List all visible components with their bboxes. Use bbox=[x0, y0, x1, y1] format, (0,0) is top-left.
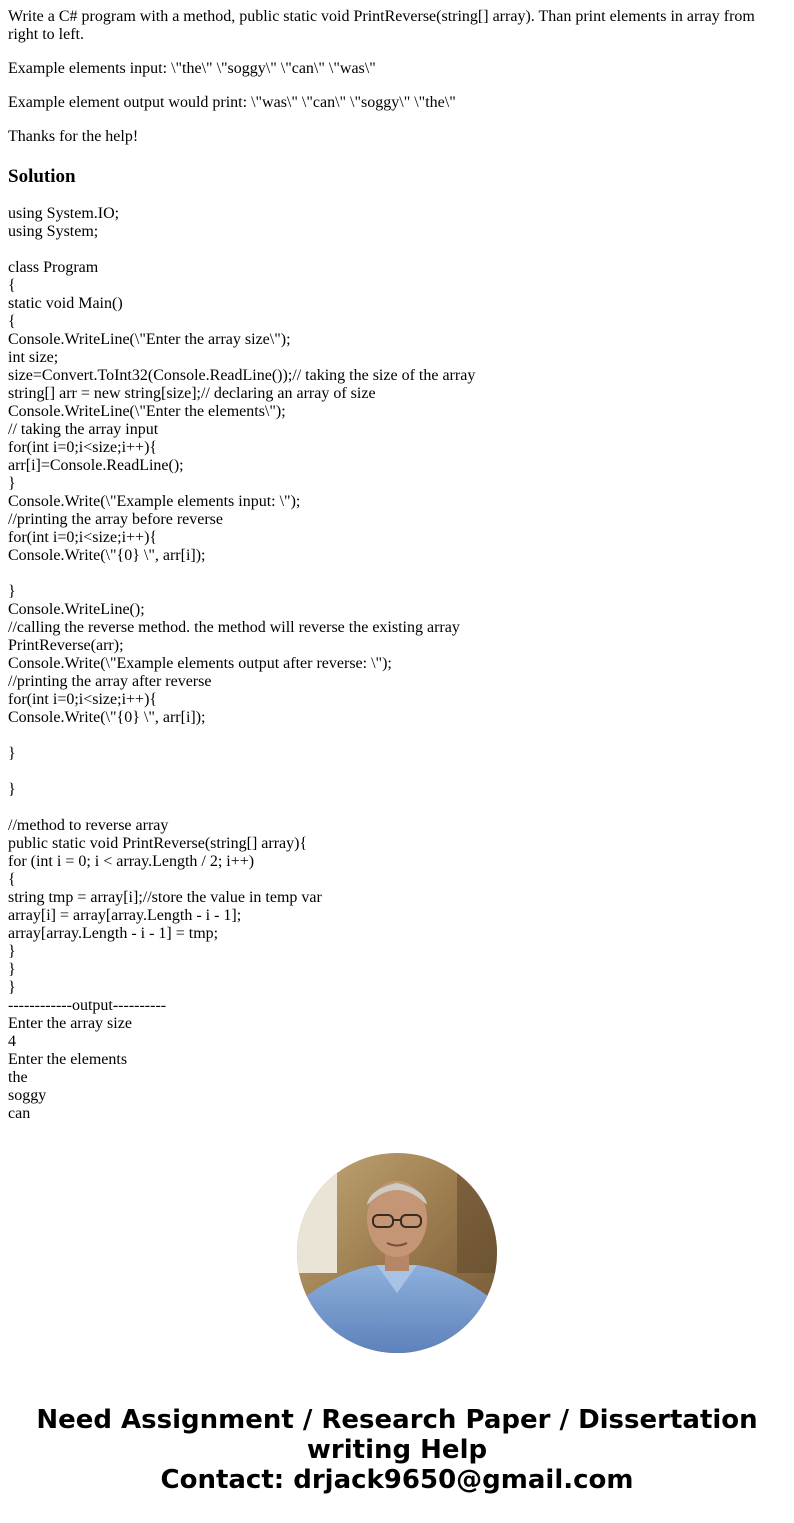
code-line: the bbox=[8, 1069, 28, 1086]
code-line: using System; bbox=[8, 223, 99, 240]
code-line: for (int i = 0; i < array.Length / 2; i++) bbox=[8, 853, 255, 870]
code-line: int size; bbox=[8, 349, 59, 366]
example-output-text: Example element output would print: \"was\" \"can\" \"soggy\" \"the\" bbox=[8, 94, 456, 111]
author-photo bbox=[297, 1153, 497, 1353]
code-line: //calling the reverse method. the method will reverse the existing array bbox=[8, 619, 460, 636]
code-line bbox=[8, 565, 786, 583]
thanks-text: Thanks for the help! bbox=[8, 128, 139, 145]
code-line: Enter the array size bbox=[8, 1015, 132, 1032]
solution-heading: Solution bbox=[8, 166, 76, 187]
code-line: } bbox=[8, 961, 16, 978]
code-line bbox=[8, 241, 786, 259]
code-line bbox=[8, 799, 786, 817]
code-line: //method to reverse array bbox=[8, 817, 169, 834]
code-line: public static void PrintReverse(string[] array){ bbox=[8, 835, 308, 852]
code-line: string[] arr = new string[size];// declaring an array of size bbox=[8, 385, 376, 402]
promo-text bbox=[0, 1405, 794, 1495]
code-line: } bbox=[8, 475, 16, 492]
code-line: { bbox=[8, 313, 16, 330]
code-line: } bbox=[8, 979, 16, 996]
author-photo-illustration bbox=[297, 1153, 497, 1353]
code-line: Console.WriteLine(); bbox=[8, 601, 145, 618]
promo-line-1: Need Assignment / Research Paper / Dissertation bbox=[36, 1405, 758, 1435]
code-line: // taking the array input bbox=[8, 421, 159, 438]
code-line: } bbox=[8, 745, 16, 762]
code-line: //printing the array after reverse bbox=[8, 673, 212, 690]
code-line: array[array.Length - i - 1] = tmp; bbox=[8, 925, 219, 942]
code-line: Console.Write(\"Example elements input: \"); bbox=[8, 493, 301, 510]
code-line: array[i] = array[array.Length - i - 1]; bbox=[8, 907, 242, 924]
code-line bbox=[8, 727, 786, 745]
code-line: using System.IO; bbox=[8, 205, 120, 222]
code-line: soggy bbox=[8, 1087, 47, 1104]
code-line: size=Convert.ToInt32(Console.ReadLine());// taking the size of the array bbox=[8, 367, 476, 384]
code-line: Console.WriteLine(\"Enter the array size\"); bbox=[8, 331, 291, 348]
code-line: Enter the elements bbox=[8, 1051, 128, 1068]
document-body bbox=[8, 8, 786, 1123]
code-line: ------------output---------- bbox=[8, 997, 167, 1014]
code-line: 4 bbox=[8, 1033, 16, 1050]
code-line: for(int i=0;i<size;i++){ bbox=[8, 529, 158, 546]
code-line: for(int i=0;i<size;i++){ bbox=[8, 439, 158, 456]
code-line: } bbox=[8, 943, 16, 960]
code-line: static void Main() bbox=[8, 295, 123, 312]
promo-line-3: Contact: drjack9650@gmail.com bbox=[160, 1465, 634, 1495]
code-line: arr[i]=Console.ReadLine(); bbox=[8, 457, 184, 474]
code-line: Console.Write(\"{0} \", arr[i]); bbox=[8, 709, 206, 726]
code-line: Console.WriteLine(\"Enter the elements\"); bbox=[8, 403, 286, 420]
code-line: } bbox=[8, 583, 16, 600]
code-line: //printing the array before reverse bbox=[8, 511, 224, 528]
code-line: { bbox=[8, 277, 16, 294]
solution-code bbox=[8, 205, 786, 1123]
code-line: can bbox=[8, 1105, 31, 1122]
code-line: string tmp = array[i];//store the value in temp var bbox=[8, 889, 322, 906]
code-line: class Program bbox=[8, 259, 99, 276]
code-line: Console.Write(\"{0} \", arr[i]); bbox=[8, 547, 206, 564]
code-line: } bbox=[8, 781, 16, 798]
code-line: Console.Write(\"Example elements output after reverse: \"); bbox=[8, 655, 392, 672]
code-line: { bbox=[8, 871, 16, 888]
promo-line-2: writing Help bbox=[306, 1435, 488, 1465]
example-input-text: Example elements input: \"the\" \"soggy\" \"can\" \"was\" bbox=[8, 60, 376, 77]
code-line: for(int i=0;i<size;i++){ bbox=[8, 691, 158, 708]
question-text: Write a C# program with a method, public static void PrintReverse(string[] array). Than print elements in array from right to left. bbox=[8, 8, 759, 43]
code-line: PrintReverse(arr); bbox=[8, 637, 124, 654]
code-line bbox=[8, 763, 786, 781]
